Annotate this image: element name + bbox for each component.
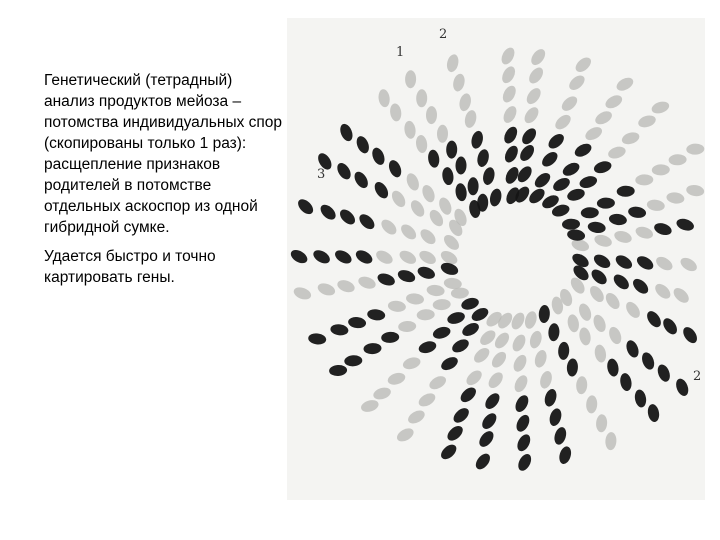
dark-ascospore — [589, 267, 610, 287]
dark-ascospore — [479, 411, 499, 432]
dark-ascospore — [674, 377, 691, 398]
light-ascospore — [666, 191, 685, 205]
ascus-row — [289, 247, 460, 267]
ascus-row — [509, 310, 534, 472]
light-ascospore — [416, 391, 437, 409]
light-ascospore — [401, 355, 421, 371]
dark-ascospore — [680, 325, 699, 346]
light-ascospore — [445, 53, 460, 73]
dark-ascospore — [562, 218, 580, 230]
dark-ascospore — [367, 308, 386, 321]
dark-ascospore — [597, 197, 615, 209]
light-ascospore — [510, 332, 528, 353]
dark-ascospore — [619, 372, 633, 392]
light-ascospore — [426, 284, 445, 297]
light-ascospore — [596, 414, 608, 433]
light-ascospore — [499, 45, 517, 66]
light-ascospore — [386, 371, 406, 387]
dark-ascospore — [566, 228, 585, 242]
light-ascospore — [406, 408, 427, 426]
dark-ascospore — [546, 131, 567, 151]
light-ascospore — [654, 254, 675, 273]
dark-ascospore — [344, 355, 363, 367]
light-ascospore — [416, 89, 427, 107]
light-ascospore — [426, 106, 437, 124]
light-ascospore — [671, 285, 692, 305]
light-ascospore — [634, 225, 655, 241]
dark-ascospore — [653, 221, 674, 237]
dark-ascospore — [646, 403, 660, 423]
dark-ascospore — [427, 149, 440, 168]
dark-ascospore — [517, 142, 537, 163]
dark-ascospore — [376, 271, 397, 288]
dark-ascospore — [396, 268, 417, 285]
light-ascospore — [652, 164, 670, 176]
dark-ascospore — [476, 429, 496, 450]
light-ascospore — [360, 398, 380, 414]
dark-ascospore — [578, 174, 598, 190]
light-ascospore — [403, 120, 416, 139]
light-ascospore — [486, 370, 506, 391]
dark-ascospore — [519, 126, 539, 147]
dark-ascospore — [451, 405, 472, 425]
light-ascospore — [432, 299, 451, 311]
light-ascospore — [650, 100, 670, 116]
dark-ascospore — [450, 337, 471, 355]
dark-ascospore — [460, 320, 481, 338]
light-ascospore — [374, 248, 395, 267]
dark-ascospore — [606, 358, 620, 378]
dark-ascospore — [581, 207, 599, 219]
light-ascospore — [405, 292, 424, 305]
dark-ascospore — [592, 252, 613, 271]
light-ascospore — [292, 285, 313, 302]
light-ascospore — [593, 109, 614, 127]
dark-ascospore — [446, 141, 457, 159]
light-ascospore — [586, 395, 598, 414]
light-ascospore — [336, 278, 357, 295]
dark-ascospore — [416, 265, 437, 282]
dark-ascospore — [660, 316, 679, 337]
light-ascospore — [464, 368, 485, 388]
light-ascospore — [605, 432, 617, 451]
light-ascospore — [686, 143, 704, 155]
light-ascospore — [577, 302, 594, 323]
light-ascospore — [637, 113, 657, 129]
dark-ascospore — [311, 248, 332, 267]
light-ascospore — [578, 327, 592, 347]
dark-ascospore — [587, 221, 606, 235]
light-ascospore — [593, 344, 607, 364]
light-ascospore — [685, 184, 704, 198]
dark-ascospore — [482, 391, 502, 412]
light-ascospore — [489, 349, 509, 370]
dark-ascospore — [354, 248, 375, 267]
ascospore-rosette-photo — [287, 18, 705, 500]
light-ascospore — [398, 222, 419, 242]
dark-ascospore — [613, 253, 634, 272]
light-ascospore — [501, 104, 519, 125]
light-ascospore — [591, 313, 608, 334]
dark-ascospore — [438, 442, 459, 462]
dark-ascospore — [476, 148, 491, 168]
dark-ascospore — [608, 213, 627, 227]
dark-ascospore — [446, 310, 466, 326]
light-ascospore — [526, 65, 546, 86]
light-ascospore — [395, 426, 416, 444]
ascospore-rosette-image — [287, 18, 705, 500]
light-ascospore — [524, 86, 544, 107]
light-ascospore — [416, 309, 435, 321]
dark-ascospore — [333, 248, 354, 267]
light-ascospore — [553, 112, 574, 132]
light-ascospore — [528, 47, 548, 68]
light-ascospore — [379, 217, 400, 237]
light-ascospore — [614, 75, 635, 93]
light-ascospore — [316, 281, 337, 298]
light-ascospore — [398, 320, 417, 332]
dark-ascospore — [630, 276, 651, 296]
light-ascospore — [566, 313, 580, 333]
dark-ascospore — [538, 305, 550, 324]
light-ascospore — [646, 199, 665, 213]
dark-ascospore — [387, 158, 404, 179]
dark-ascospore — [515, 432, 533, 453]
light-ascospore — [500, 64, 518, 85]
dark-ascospore — [318, 202, 339, 222]
dark-ascospore — [551, 175, 572, 193]
light-ascospore — [603, 93, 624, 111]
light-ascospore — [357, 274, 378, 291]
light-ascospore — [533, 349, 549, 369]
dark-ascospore — [454, 183, 467, 202]
light-ascospore — [377, 89, 390, 108]
light-ascospore — [397, 248, 418, 267]
dark-ascospore — [611, 272, 632, 292]
dark-ascospore — [573, 141, 594, 159]
dark-ascospore — [548, 323, 560, 342]
ascus-row — [499, 45, 522, 206]
dark-ascospore — [539, 149, 560, 169]
light-ascospore — [668, 154, 686, 166]
light-ascospore — [620, 130, 640, 146]
dark-ascospore — [289, 247, 310, 266]
dark-ascospore — [655, 363, 672, 384]
dark-ascospore — [548, 407, 564, 427]
light-ascospore — [404, 171, 421, 192]
dark-ascospore — [330, 323, 349, 336]
light-ascospore — [583, 124, 604, 142]
dark-ascospore — [348, 316, 367, 329]
dark-ascospore — [455, 156, 466, 174]
light-ascospore — [528, 329, 544, 349]
dark-ascospore — [439, 354, 460, 372]
light-ascospore — [613, 229, 634, 245]
dark-ascospore — [635, 253, 656, 272]
light-ascospore — [415, 134, 428, 153]
photo-label-2b: 2 — [693, 369, 702, 384]
dark-ascospore — [616, 185, 634, 197]
description-text — [44, 70, 284, 296]
light-ascospore — [420, 183, 437, 204]
ascus-row — [570, 217, 695, 254]
light-ascospore — [635, 174, 653, 186]
light-ascospore — [427, 373, 448, 391]
photo-label-2: 2 — [439, 27, 448, 42]
light-ascospore — [593, 233, 614, 249]
light-ascospore — [405, 70, 416, 88]
light-ascospore — [437, 125, 448, 143]
dark-ascospore — [624, 339, 641, 360]
light-ascospore — [452, 73, 467, 93]
dark-ascospore — [592, 159, 612, 175]
dark-ascospore — [557, 445, 573, 465]
light-ascospore — [417, 248, 438, 267]
light-ascospore — [387, 300, 406, 313]
dark-ascospore — [363, 343, 382, 355]
light-ascospore — [408, 198, 427, 219]
light-ascospore — [678, 255, 699, 274]
dark-ascospore — [352, 169, 371, 190]
light-ascospore — [512, 373, 530, 394]
dark-ascospore — [675, 217, 696, 233]
light-ascospore — [576, 376, 588, 395]
dark-ascospore — [458, 385, 479, 405]
light-ascospore — [509, 310, 527, 331]
dark-ascospore — [329, 364, 348, 376]
ascus-row — [571, 263, 692, 306]
light-ascospore — [607, 145, 627, 161]
dark-ascospore — [644, 309, 663, 330]
dark-ascospore — [640, 351, 657, 372]
dark-ascospore — [337, 207, 358, 227]
dark-ascospore — [431, 325, 451, 341]
photo-label-3: 3 — [317, 167, 326, 182]
dark-ascospore — [308, 332, 327, 345]
dark-ascospore — [488, 187, 503, 207]
dark-ascospore — [460, 296, 480, 312]
dark-ascospore — [566, 187, 586, 203]
light-ascospore — [607, 325, 624, 346]
light-ascospore — [372, 386, 392, 402]
photo-label-1: 1 — [396, 45, 405, 60]
light-ascospore — [559, 94, 580, 114]
light-ascospore — [463, 109, 478, 129]
light-ascospore — [458, 92, 473, 112]
dark-ascospore — [502, 144, 520, 165]
light-ascospore — [538, 370, 554, 390]
ascus-row — [523, 310, 573, 466]
dark-ascospore — [513, 393, 531, 414]
dark-ascospore — [354, 134, 371, 155]
dark-ascospore — [481, 166, 496, 186]
dark-ascospore — [467, 177, 478, 195]
dark-ascospore — [543, 388, 559, 408]
light-ascospore — [500, 84, 518, 105]
dark-ascospore — [295, 196, 316, 216]
dark-ascospore — [470, 130, 485, 150]
dark-ascospore — [381, 331, 400, 343]
ascus-row — [570, 251, 699, 274]
dark-ascospore — [514, 413, 532, 434]
dark-ascospore — [516, 452, 534, 473]
light-ascospore — [523, 310, 539, 330]
light-ascospore — [389, 188, 408, 209]
light-ascospore — [389, 103, 402, 122]
dark-ascospore — [561, 160, 582, 178]
light-ascospore — [511, 353, 529, 374]
dark-ascospore — [566, 358, 578, 377]
light-ascospore — [522, 105, 542, 126]
light-ascospore — [623, 299, 642, 320]
dark-ascospore — [370, 146, 387, 167]
dark-ascospore — [473, 451, 493, 472]
paragraph-tetrad-analysis: Генетический (тетрадный) анализ продуктов мейоза – потомства индивидуальных спор (скопированы только 1 раз): расщепление признаков родителей в потомстве отдельных аскоспор из одной гибридной сумке. — [44, 72, 283, 236]
light-ascospore — [652, 281, 673, 301]
light-ascospore — [471, 345, 492, 365]
dark-ascospore — [372, 180, 391, 201]
paragraph-gene-mapping: Удается быстро и точно картировать гены. — [44, 248, 216, 286]
light-ascospore — [567, 73, 588, 93]
dark-ascospore — [338, 122, 355, 143]
dark-ascospore — [558, 342, 570, 361]
light-ascospore — [587, 283, 606, 304]
dark-ascospore — [445, 423, 466, 443]
dark-ascospore — [502, 125, 520, 146]
dark-ascospore — [552, 426, 568, 446]
light-ascospore — [573, 55, 594, 75]
dark-ascospore — [627, 206, 646, 220]
dark-ascospore — [441, 166, 454, 185]
light-ascospore — [603, 290, 622, 311]
dark-ascospore — [357, 211, 378, 231]
dark-ascospore — [335, 161, 354, 182]
dark-ascospore — [417, 339, 437, 355]
dark-ascospore — [532, 170, 553, 190]
light-ascospore — [418, 226, 439, 246]
dark-ascospore — [633, 389, 647, 409]
